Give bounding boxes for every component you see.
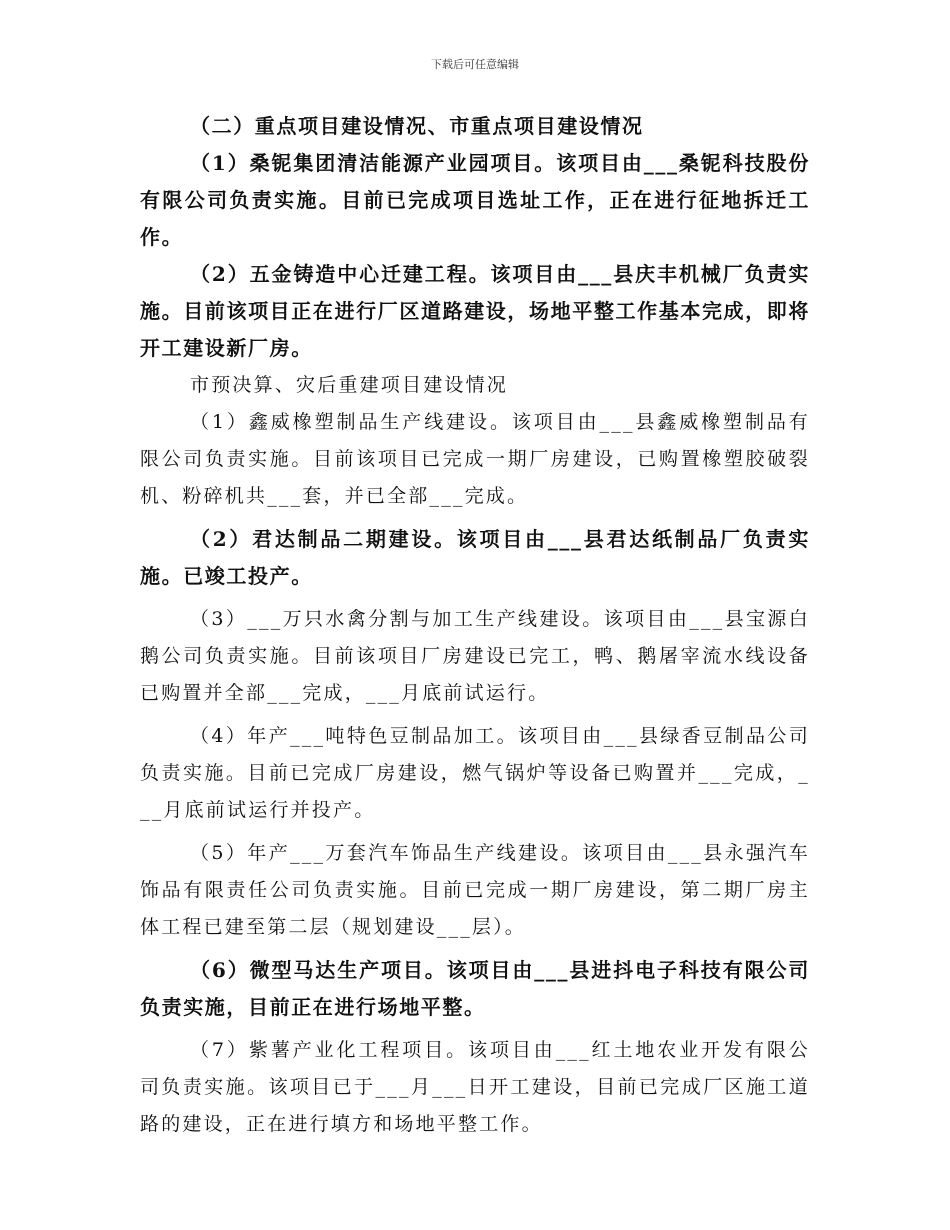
paragraph-4: （2）君达制品二期建设。该项目由___县君达纸制品厂负责实施。已竣工投产。 bbox=[140, 527, 810, 588]
paragraph-9: （7）紫薯产业化工程项目。该项目由___红土地农业开发有限公司负责实施。该项目已于___月___日开工建设，目前已完成厂区施工道路的建设，正在进行填方和场地平整工作。 bbox=[140, 1039, 810, 1135]
paragraph-1: （1）桑铌集团清洁能源产业园项目。该项目由___桑铌科技股份有限公司负责实施。目前已完成项目选址工作，正在进行征地拆迁工作。 bbox=[140, 151, 810, 249]
subsection-heading: 市预决算、灾后重建项目建设情况 bbox=[190, 374, 509, 396]
page-header: 下载后可任意编辑 bbox=[431, 58, 519, 71]
paragraph-6: （4）年产___吨特色豆制品加工。该项目由___县绿香豆制品公司负责实施。目前已完成厂房建设，燃气锅炉等设备已购置并___完成，___月底前试运行并投产。 bbox=[140, 725, 810, 821]
paragraph-2: （2）五金铸造中心迁建工程。该项目由___县庆丰机械厂负责实施。目前该项目正在进行厂区道路建设，场地平整工作基本完成，即将开工建设新厂房。 bbox=[140, 262, 810, 360]
section-heading: （二）重点项目建设情况、市重点项目建设情况 bbox=[190, 114, 644, 138]
paragraph-3: （1）鑫威橡塑制品生产线建设。该项目由___县鑫威橡塑制品有限公司负责实施。目前该项目已完成一期厂房建设，已购置橡塑胶破裂机、粉碎机共___套，并已全部___完成。 bbox=[140, 411, 810, 507]
paragraph-7: （5）年产___万套汽车饰品生产线建设。该项目由___县永强汽车饰品有限责任公司负责实施。目前已完成一期厂房建设，第二期厂房主体工程已建至第二层（规划建设___层）。 bbox=[140, 842, 810, 938]
document-body bbox=[140, 108, 810, 1143]
paragraph-5: （3）___万只水禽分割与加工生产线建设。该项目由___县宝源白鹅公司负责实施。目前该项目厂房建设已完工，鸭、鹅屠宰流水线设备已购置并全部___完成，___月底前试运行。 bbox=[140, 608, 810, 704]
paragraph-8: （6）微型马达生产项目。该项目由___县进抖电子科技有限公司负责实施，目前正在进行场地平整。 bbox=[140, 958, 810, 1019]
